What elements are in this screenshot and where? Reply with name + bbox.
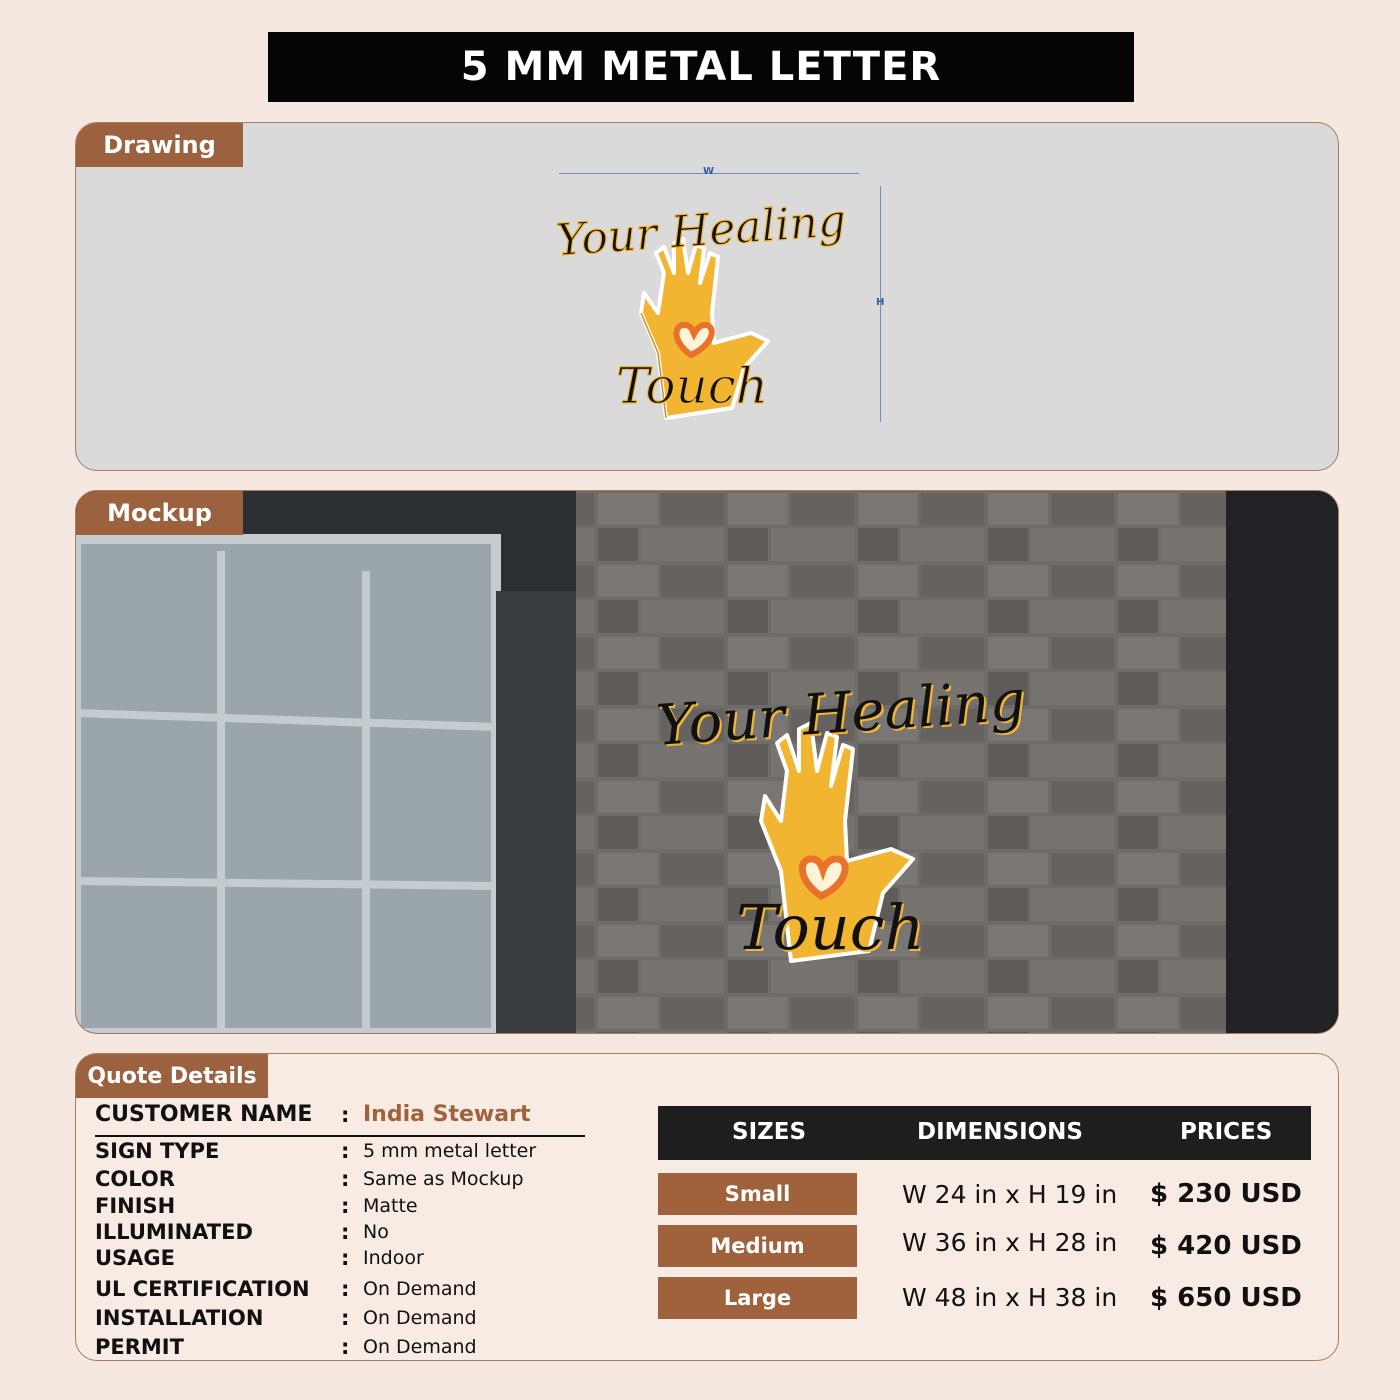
spec-value: On Demand bbox=[363, 1307, 477, 1329]
drawing-panel bbox=[75, 122, 1339, 471]
colon: : bbox=[341, 1167, 350, 1191]
size-medium-button[interactable]: Medium bbox=[658, 1225, 857, 1267]
mockup-panel bbox=[75, 490, 1339, 1034]
colon: : bbox=[341, 1246, 350, 1270]
spec-row bbox=[95, 1220, 389, 1244]
size-large-price: $ 650 USD bbox=[1150, 1283, 1302, 1313]
spec-row bbox=[95, 1277, 477, 1301]
size-small-price: $ 230 USD bbox=[1150, 1179, 1302, 1209]
spec-key: ILLUMINATED bbox=[95, 1220, 253, 1244]
mockup-scene bbox=[76, 491, 1338, 1033]
spec-key: UL CERTIFICATION bbox=[95, 1277, 310, 1301]
spec-row bbox=[95, 1335, 477, 1359]
mockup-sign-line-1: Your Healing bbox=[654, 668, 1028, 759]
drawing-tab: Drawing bbox=[76, 123, 243, 167]
spec-key: FINISH bbox=[95, 1194, 176, 1218]
sign-line-1: Your Healing bbox=[554, 195, 848, 267]
size-medium-price: $ 420 USD bbox=[1150, 1231, 1302, 1261]
customer-row bbox=[95, 1102, 530, 1127]
spec-value: 5 mm metal letter bbox=[363, 1140, 537, 1162]
spec-key: INSTALLATION bbox=[95, 1306, 264, 1330]
mockup-tab: Mockup bbox=[76, 491, 243, 535]
size-large-dimensions: W 48 in x H 38 in bbox=[902, 1283, 1118, 1312]
spec-row bbox=[95, 1167, 524, 1191]
spec-value: Matte bbox=[363, 1195, 418, 1217]
mockup-sign-line-2: Touch bbox=[736, 891, 925, 964]
size-small-dimensions: W 24 in x H 19 in bbox=[902, 1180, 1118, 1209]
colon: : bbox=[341, 1139, 350, 1163]
spec-value: Indoor bbox=[363, 1247, 424, 1269]
spec-key: SIGN TYPE bbox=[95, 1139, 220, 1163]
customer-label: CUSTOMER NAME bbox=[95, 1102, 313, 1127]
size-table-header bbox=[658, 1106, 1311, 1160]
spec-value: On Demand bbox=[363, 1336, 477, 1358]
sign-line-2: Touch bbox=[616, 357, 768, 415]
spec-row bbox=[95, 1139, 536, 1163]
size-medium-dimensions: W 36 in x H 28 in bbox=[902, 1228, 1118, 1257]
header-prices: PRICES bbox=[1180, 1119, 1273, 1145]
header-dimensions: DIMENSIONS bbox=[917, 1119, 1083, 1145]
spec-row bbox=[95, 1194, 418, 1218]
size-small-button[interactable]: Small bbox=[658, 1173, 857, 1215]
colon: : bbox=[341, 1194, 350, 1218]
colon: : bbox=[341, 1102, 350, 1127]
spec-key: USAGE bbox=[95, 1246, 176, 1270]
quote-tab: Quote Details bbox=[76, 1054, 268, 1098]
width-label: W bbox=[703, 166, 715, 177]
spec-row bbox=[95, 1246, 424, 1270]
window bbox=[76, 539, 496, 1033]
spec-value: On Demand bbox=[363, 1278, 477, 1300]
height-label: H bbox=[876, 297, 885, 308]
colon: : bbox=[341, 1220, 350, 1244]
spec-key: COLOR bbox=[95, 1167, 175, 1191]
spec-value: No bbox=[363, 1221, 389, 1243]
spec-row bbox=[95, 1306, 477, 1330]
customer-underline bbox=[95, 1135, 585, 1137]
sign-artwork bbox=[546, 193, 866, 433]
colon: : bbox=[341, 1335, 350, 1359]
size-large-button[interactable]: Large bbox=[658, 1277, 857, 1319]
customer-name: India Stewart bbox=[363, 1102, 531, 1127]
page-title: 5 MM METAL LETTER bbox=[268, 32, 1134, 102]
header-sizes: SIZES bbox=[732, 1119, 807, 1145]
colon: : bbox=[341, 1277, 350, 1301]
spec-value: Same as Mockup bbox=[363, 1168, 524, 1190]
spec-key: PERMIT bbox=[95, 1335, 184, 1359]
colon: : bbox=[341, 1306, 350, 1330]
